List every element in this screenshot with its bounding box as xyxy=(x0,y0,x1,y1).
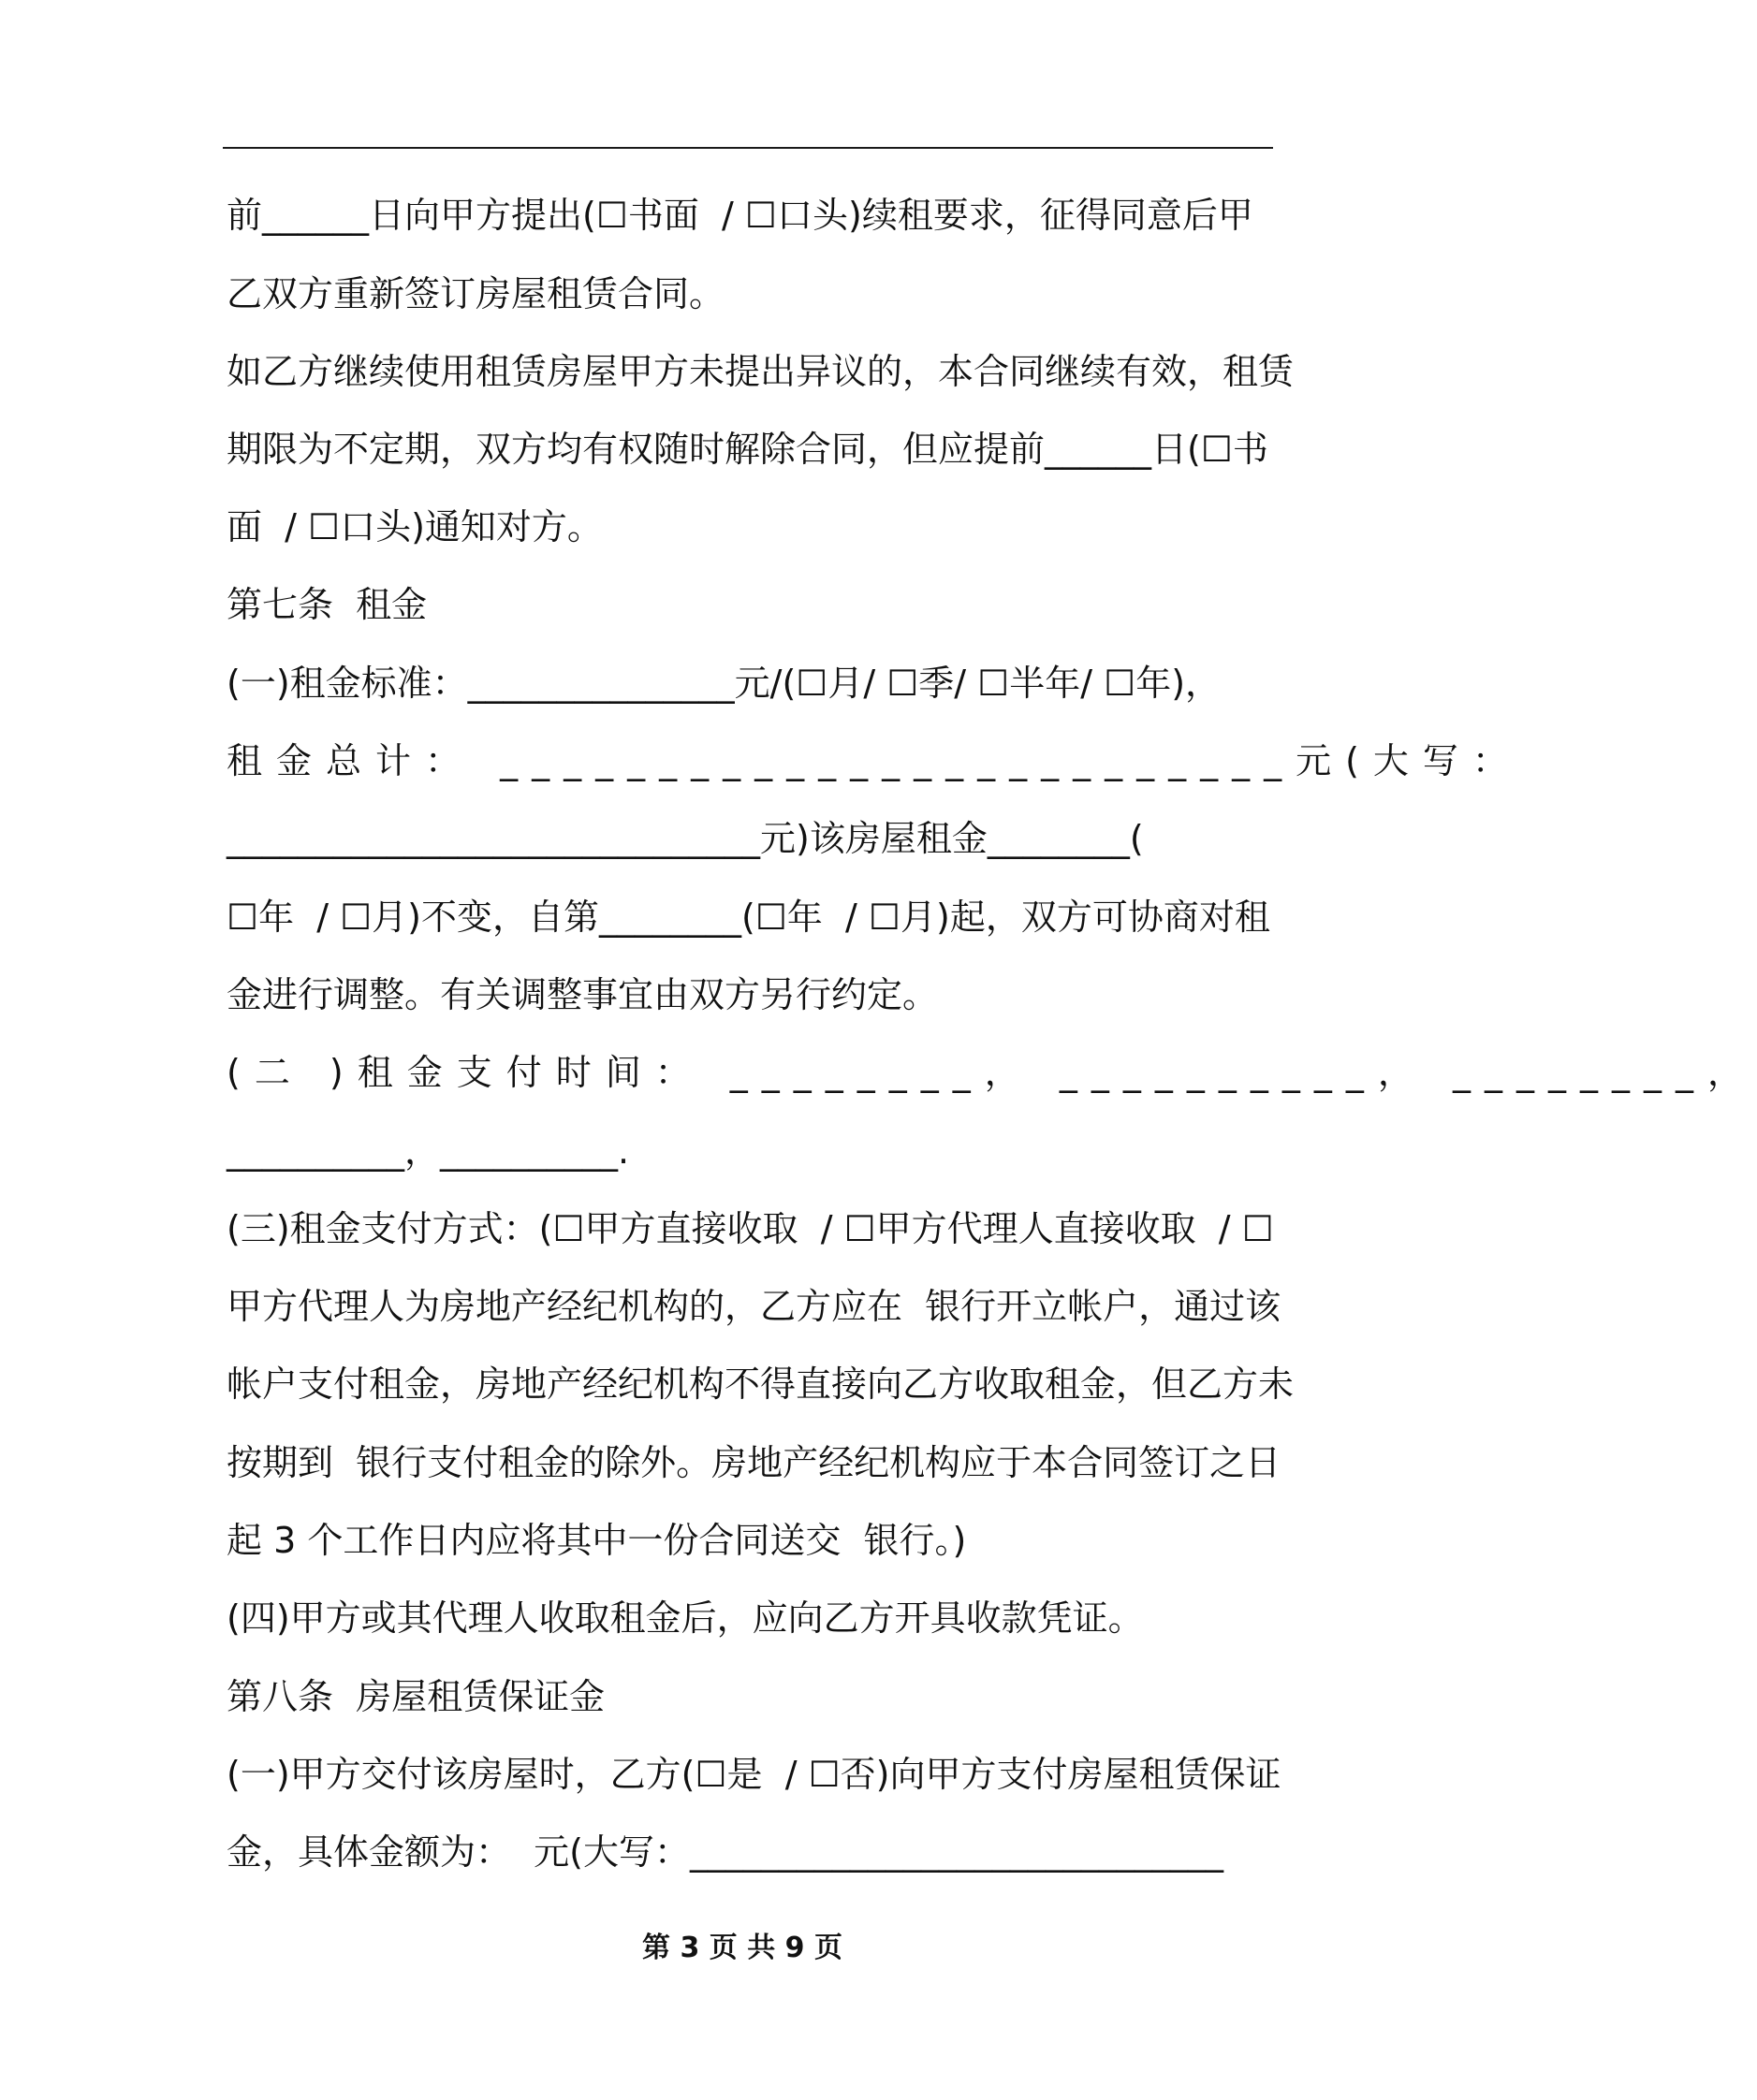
text-line: 金，具体金额为： 元(大写：______________________________ xyxy=(227,1831,1223,1873)
text-line: (一)甲方交付该房屋时，乙方(☐是 / ☐否)向甲方支付房屋租赁保证 xyxy=(227,1754,1281,1795)
text-line: ______________________________元)该房屋租金________( xyxy=(227,818,1144,859)
text-line: 乙双方重新签订房屋租赁合同。 xyxy=(227,273,725,314)
text-line: 如乙方继续使用租赁房屋甲方未提出异议的，本合同继续有效，租赁 xyxy=(227,351,1295,392)
section-heading: 第八条 房屋租赁保证金 xyxy=(227,1676,606,1717)
text-line: __________，__________. xyxy=(227,1130,630,1172)
section-heading: 第七条 租金 xyxy=(227,584,428,625)
text-line: 甲方代理人为房地产经纪机构的，乙方应在 银行开立帐户，通过该 xyxy=(227,1286,1281,1327)
page-number: 第 3 页 共 9 页 xyxy=(642,1932,842,1964)
text-line: (三)租金支付方式：(☐甲方直接收取 / ☐甲方代理人直接收取 / ☐ xyxy=(227,1208,1274,1249)
text-line: (四)甲方或其代理人收取租金后，应向乙方开具收款凭证。 xyxy=(227,1597,1144,1639)
text-line: 期限为不定期，双方均有权随时解除合同，但应提前______日(☐书 xyxy=(227,429,1268,470)
text-line: 面 / ☐口头)通知对方。 xyxy=(227,506,603,547)
text-line: 金进行调整。有关调整事宜由双方另行约定。 xyxy=(227,974,939,1015)
text-line: 帐户支付租金，房地产经纪机构不得直接向乙方收取租金，但乙方未 xyxy=(227,1364,1295,1405)
text-line: 起 3 个工作日内应将其中一份合同送交 银行。) xyxy=(227,1520,967,1561)
header-rule xyxy=(223,147,1273,149)
text-line: (二 )租金支付时间： ________， __________， ________， xyxy=(227,1052,1757,1093)
text-line: 前______日向甲方提出(☐书面 / ☐口头)续租要求，征得同意后甲 xyxy=(227,195,1253,236)
text-line: 租金总计： _________________________元(大写： xyxy=(227,740,1522,781)
text-line: (一)租金标准：_______________元/(☐月/ ☐季/ ☐半年/ ☐年)， xyxy=(227,663,1222,704)
text-line: 按期到 银行支付租金的除外。房地产经纪机构应于本合同签订之日 xyxy=(227,1442,1281,1483)
text-line: ☐年 / ☐月)不变，自第________(☐年 / ☐月)起，双方可协商对租 xyxy=(227,897,1270,938)
